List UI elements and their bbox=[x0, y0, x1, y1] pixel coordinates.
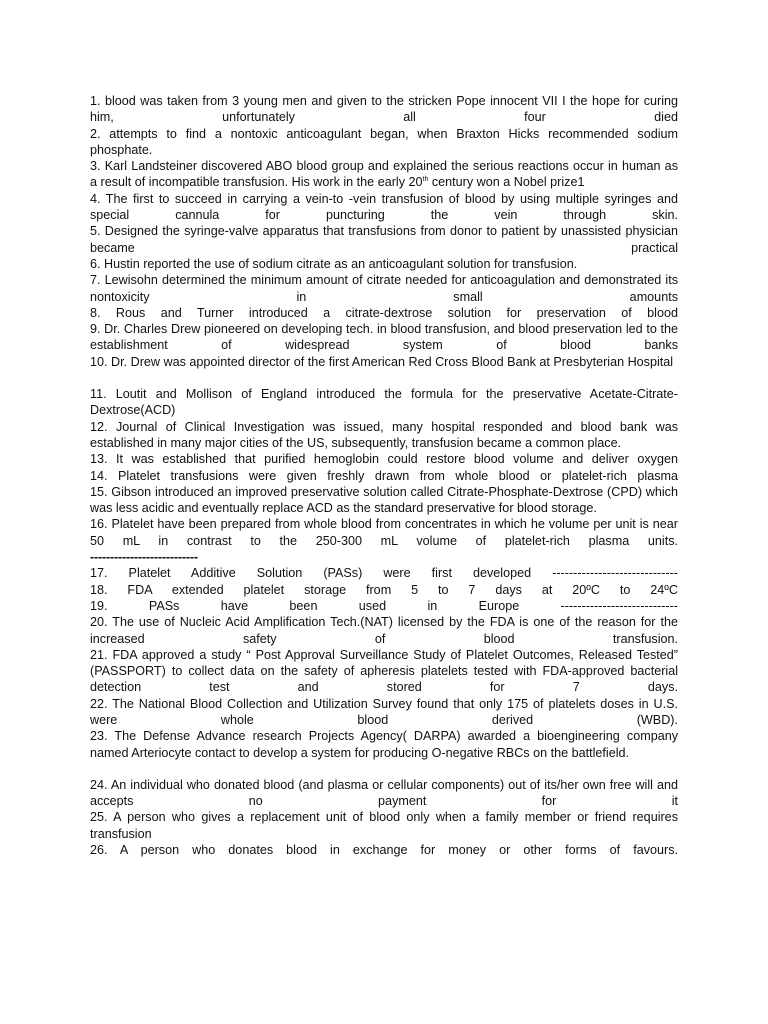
paragraph-gap bbox=[90, 761, 678, 777]
list-item-23: 23. The Defense Advance research Projects Agency( DARPA) awarded a bioengineering company named Arteriocyte contact to develop a system for producing O-negative RBCs on the battlefield. bbox=[90, 729, 678, 760]
list-item-4: 4. The first to succeed in carrying a vein-to -vein transfusion of blood by using multiple syringes and special cannula for puncturing the vein through skin. bbox=[90, 191, 678, 223]
list-item-3 bbox=[90, 158, 678, 191]
list-item-13: 13. It was established that purified hemoglobin could restore blood volume and deliver oxygen bbox=[90, 452, 678, 467]
list-item-24: 24. An individual who donated blood (and plasma or cellular components) out of its/her own free will and accepts no payment for it bbox=[90, 777, 678, 809]
list-item-17: 17. Platelet Additive Solution (PASs) were first developed ------------------------------ bbox=[90, 566, 678, 581]
list-item-15: 15. Gibson introduced an improved preservative solution called Citrate-Phosphate-Dextrose (CPD) which was less acidic and eventually replace ACD as the standard preservative for blood storage. bbox=[90, 484, 678, 516]
list-item-26: 26. A person who donates blood in exchange for money or other forms of favours. bbox=[90, 843, 678, 858]
list-item-20: 20. The use of Nucleic Acid Amplification Tech.(NAT) licensed by the FDA is one of the reason for the increased safety of blood transfusion. bbox=[90, 615, 678, 646]
list-item-10: 10. Dr. Drew was appointed director of the first American Red Cross Blood Bank at Presbyterian Hospital bbox=[90, 354, 674, 369]
paragraph-gap bbox=[90, 370, 678, 386]
list-item-25: 25. A person who gives a replacement unit of blood only when a family member or friend requires transfusion bbox=[90, 810, 678, 841]
list-item-21: 21. FDA approved a study “ Post Approval Surveillance Study of Platelet Outcomes, Released Tested” (PASSPORT) to collect data on the safety of apheresis platelets tested with FDA-approved bacterial detection test and stored for 7 days. bbox=[90, 647, 678, 695]
list-item-6: 6. Hustin reported the use of sodium citrate as an anticoagulant solution for transfusion. bbox=[90, 256, 578, 271]
list-item-18: 18. FDA extended platelet storage from 5 to 7 days at 20ºC to 24ºC bbox=[90, 582, 678, 597]
list-item-22: 22. The National Blood Collection and Utilization Survey found that only 175 of platelets doses in U.S. were whole blood derived (WBD). bbox=[90, 696, 678, 727]
list-item-3-text-b: century won a Nobel prize1 bbox=[428, 175, 585, 190]
list-item-7: 7. Lewisohn determined the minimum amount of citrate needed for anticoagulation and demonstrated its nontoxicity in small amounts bbox=[90, 273, 678, 304]
list-item-2: 2. attempts to find a nontoxic anticoagulant began, when Braxton Hicks recommended sodium phosphate. bbox=[90, 126, 678, 157]
list-item-9: 9. Dr. Charles Drew pioneered on developing tech. in blood transfusion, and blood preservation led to the establishment of widespread system of blood banks bbox=[90, 322, 678, 353]
list-item-16: 16. Platelet have been prepared from whole blood from concentrates in which he volume per unit is near 50 mL in contrast to the 250-300 mL volume of platelet-rich plasma units. bbox=[90, 517, 678, 548]
list-item-14: 14. Platelet transfusions were given freshly drawn from whole blood or platelet-rich plasma bbox=[90, 468, 678, 483]
superscript-th: th bbox=[422, 176, 429, 184]
dashed-separator: --------------------------- bbox=[90, 550, 198, 565]
list-item-8: 8. Rous and Turner introduced a citrate-dextrose solution for preservation of blood bbox=[90, 305, 678, 320]
list-item-3-text-a: 3. Karl Landsteiner discovered ABO blood group and explained the serious reactions occur in human as a result of incompatible transfusion. His work in the early 20 bbox=[90, 159, 678, 190]
list-item-19: 19. PASs have been used in Europe ---------------------------- bbox=[90, 598, 678, 613]
document-page bbox=[90, 93, 678, 858]
list-item-5: 5. Designed the syringe-valve apparatus that transfusions from donor to patient by unassisted physician became practical bbox=[90, 224, 678, 255]
list-item-12: 12. Journal of Clinical Investigation was issued, many hospital responded and blood bank was established in many major cities of the US, subsequently, transfusion became a common place. bbox=[90, 419, 678, 450]
list-item-11: 11. Loutit and Mollison of England introduced the formula for the preservative Acetate-Citrate-Dextrose(ACD) bbox=[90, 387, 678, 418]
list-item-1: 1. blood was taken from 3 young men and given to the stricken Pope innocent VII I the hope for curing him, unfortunately all four died bbox=[90, 94, 678, 125]
